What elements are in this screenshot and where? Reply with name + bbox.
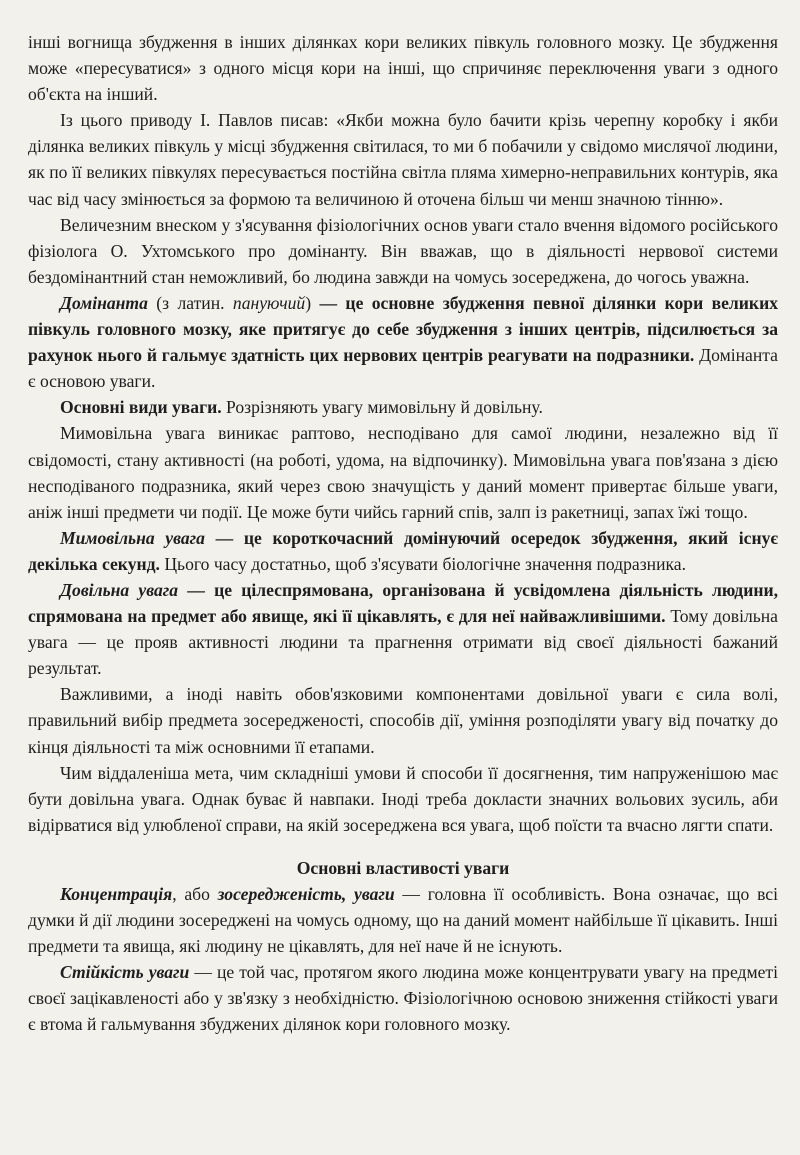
involuntary-rest: Цього часу достатньо, щоб з'ясувати біологічне значення подразника. bbox=[159, 553, 686, 574]
definition-dominanta: — це основне збудження певної ділянки кори великих півкуль головного мозку, яке притягує до себе збудження з інших центрів, підсилюється за рахунок нього й гальмує здатність цих нервових центрів реагувати на подразники. bbox=[28, 292, 778, 366]
concentration-rest: — головна її особливість. Вона означає, що всі думки й дії людини зосереджені на чомусь одному, що на даний момент найбільше її цікавить. Інші предмети та явища, які людину не цікавлять, для неї наче й не існують. bbox=[28, 884, 778, 957]
term-involuntary-attention: Мимовільна увага bbox=[60, 527, 205, 548]
paragraph-main-types bbox=[28, 394, 778, 420]
paren-open: (з латин. bbox=[147, 292, 233, 313]
term-concentration: Концентрація bbox=[60, 884, 173, 904]
paragraph-concentration bbox=[28, 881, 778, 959]
paragraph-voluntary-definition bbox=[28, 577, 778, 681]
concentration-mid: , або bbox=[172, 884, 218, 904]
paragraph-involuntary-definition bbox=[28, 525, 778, 577]
term-panuiuchyi: пануючий bbox=[232, 292, 306, 313]
paragraph-pavlov-quote: Із цього приводу І. Павлов писав: «Якби можна було бачити крізь черепну коробку і якби ділянка великих півкуль у місці збудження світилася, то ми б побачили у свідомо мислячої людини, як по її великих півкулях пересувається постійна світла пляма химерно-неправильних контурів, яка час від часу змінюється за формою та величиною й оточена більш чи менш значною тінню». bbox=[28, 110, 778, 209]
lead-main-types: Основні види уваги. bbox=[60, 397, 222, 418]
paragraph-dominanta bbox=[28, 290, 778, 394]
definition-voluntary: — це цілеспрямована, організована й усвідомлена діяльність людини, спрямована на предмет або явище, які її цікавлять, є для неї найважливішими. bbox=[28, 579, 779, 627]
paragraph-stability bbox=[28, 959, 778, 1037]
paragraph-continuation: інші вогнища збудження в інших ділянках кори великих півкуль головного мозку. Це збудження може «пересуватися» з одного місця кори на інші, що спричиняє переключення уваги з одного об'єкта на інший. bbox=[28, 32, 778, 105]
paragraph-voluntary-components: Важливими, а іноді навіть обов'язковими компонентами довільної уваги є сила волі, правильний вибір предмета зосередженості, способів дії, уміння розподіляти увагу від початку до кінця діяльності та між основними її етапами. bbox=[28, 684, 778, 757]
voluntary-rest: Тому довільна увага — це прояв активності людини та прагнення отримати від своєї діяльності бажаний результат. bbox=[28, 606, 778, 679]
term-voluntary-attention: Довільна увага bbox=[60, 579, 179, 600]
dominanta-rest: Домінанта є основою уваги. bbox=[28, 345, 778, 392]
paragraph-distant-goal: Чим віддаленіша мета, чим складніші умови й способи її досягнення, тим напруженішою має бути довільна увага. Однак буває й навпаки. Іноді треба докласти значних вольових зусиль, аби відірватися від улюбленої справи, на якій зосереджена вся увага, щоб поїсти та вчасно лягти спати. bbox=[28, 762, 778, 835]
definition-involuntary: — це короткочасний домінуючий осередок збудження, який існує декілька секунд. bbox=[28, 527, 778, 574]
term-stability: Стійкість уваги bbox=[60, 962, 190, 983]
paren-close: ) bbox=[305, 292, 312, 313]
stability-rest: — це той час, протягом якого людина може концентрувати увагу на предметі своєї зацікавленості або у зв'язку з необхідністю. Фізіологічною основою зниження стійкості уваги є втома й гальмування збуджених ділянок кори головного мозку. bbox=[28, 962, 778, 1035]
main-types-rest: Розрізняють увагу мимовільну й довільну. bbox=[221, 397, 543, 418]
paragraph-ukhtomsky: Величезним внеском у з'ясування фізіологічних основ уваги стало вчення відомого російського фізіолога О. Ухтомського про домінанту. Він вважав, що в діяльності нервової системи бездомінантний стан неможливий, бо людина завжди на чомусь зосереджена, до чогось уважна. bbox=[28, 214, 778, 287]
term-focus: зосередженість, уваги bbox=[217, 884, 395, 904]
section-heading: Основні властивості уваги bbox=[296, 857, 510, 878]
paragraph-involuntary-description: Мимовільна увага виникає раптово, несподівано для самої людини, незалежно від її свідомості, стану активності (на роботі, удома, на відпочинку). Мимовільна увага пов'язана з дією несподіваного подразника, який через свою значущість у даний момент привертає більше уваги, аніж інші предмети чи події. Це може бути чийсь гарний спів, залп із ракетниці, запах їжі тощо. bbox=[28, 423, 778, 522]
term-dominanta: Домінанта bbox=[60, 292, 148, 313]
